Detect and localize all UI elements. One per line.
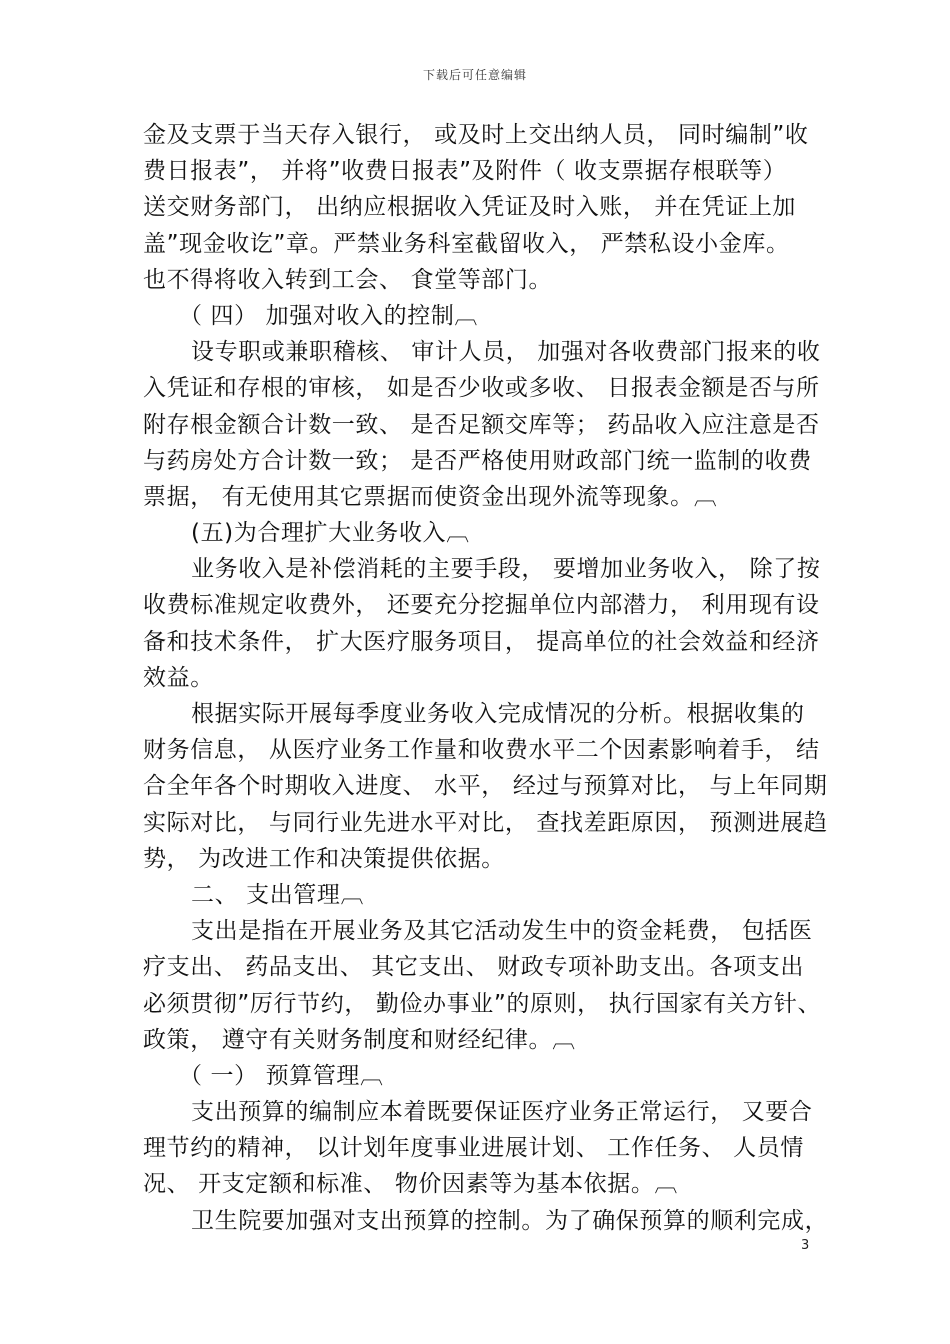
text-line: 备和技术条件， 扩大医疗服务项目， 提高单位的社会效益和经济 [143,628,820,655]
text-line: 根据实际开展每季度业务收入完成情况的分析。根据收集的 [191,701,805,727]
text-line: 合全年各个时期收入进度、 水平， 经过与预算对比， 与上年同期 [143,773,828,800]
text-line: 效益。 [143,664,214,691]
text-line: 支出预算的编制应本着既要保证医疗业务正常运行， 又要合 [191,1099,813,1126]
text-line: 附存根金额合计数一致、 是否足额交库等； 药品收入应注意是否 [143,411,820,438]
section-heading: （ 一） 预算管理︹ [179,1062,384,1089]
text-line: 卫生院要加强对支出预算的控制。为了确保预算的顺利完成， [191,1207,829,1234]
section-heading: 二、 支出管理︹ [191,881,365,908]
text-line: 盖”现金收讫”章。严禁业务科室截留收入， 严禁私设小金库。 [143,230,790,257]
text-line: 也不得将收入转到工会、 食堂等部门。 [143,266,553,293]
text-line: 实际对比， 与同行业先进水平对比， 查找差距原因， 预测进展趋 [143,809,828,836]
text-line: 疗支出、 药品支出、 其它支出、 财政专项补助支出。各项支出 [143,954,804,981]
text-line: 费日报表”， 并将”收费日报表”及附件（ 收支票据存根联等） [143,158,787,185]
document-body [143,117,829,1239]
text-line: 与药房处方合计数一致； 是否严格使用财政部门统一监制的收费 [143,447,812,474]
section-heading: (五)为合理扩大业务收入︹ [191,520,470,547]
text-line: 支出是指在开展业务及其它活动发生中的资金耗费， 包括医 [191,918,813,945]
text-line: 政策， 遵守有关财务制度和财经纪律。︹ [143,1026,576,1053]
text-line: 必须贯彻”厉行节约， 勤俭办事业”的原则， 执行国家有关方针、 [143,990,822,1017]
text-line: 收费标准规定收费外， 还要充分挖掘单位内部潜力， 利用现有设 [143,592,820,619]
page-header: 下载后可任意编辑 [422,68,527,82]
text-line: 业务收入是补偿消耗的主要手段， 要增加业务收入， 除了按 [191,556,821,583]
text-line: 送交财务部门， 出纳应根据收入凭证及时入账， 并在凭证上加 [143,194,797,221]
text-line: 设专职或兼职稽核、 审计人员， 加强对各收费部门报来的收 [191,339,821,366]
text-line: 况、 开支定额和标准、 物价因素等为基本依据。︹ [143,1171,679,1198]
section-heading: （ 四） 加强对收入的控制︹ [179,302,479,329]
text-line: 理节约的精神， 以计划年度事业进展计划、 工作任务、 人员情 [143,1135,804,1162]
text-line: 金及支票于当天存入银行， 或及时上交出纳人员， 同时编制”收 [143,122,809,148]
text-line: 势， 为改进工作和决策提供依据。 [143,845,505,872]
text-line: 财务信息， 从医疗业务工作量和收费水平二个因素影响着手， 结 [143,737,820,764]
text-line: 入凭证和存根的审核， 如是否少收或多收、 日报表金额是否与所 [143,375,820,402]
text-line: 票据， 有无使用其它票据而使资金出现外流等现象。︹ [143,483,718,510]
page-number: 3 [801,1238,810,1253]
